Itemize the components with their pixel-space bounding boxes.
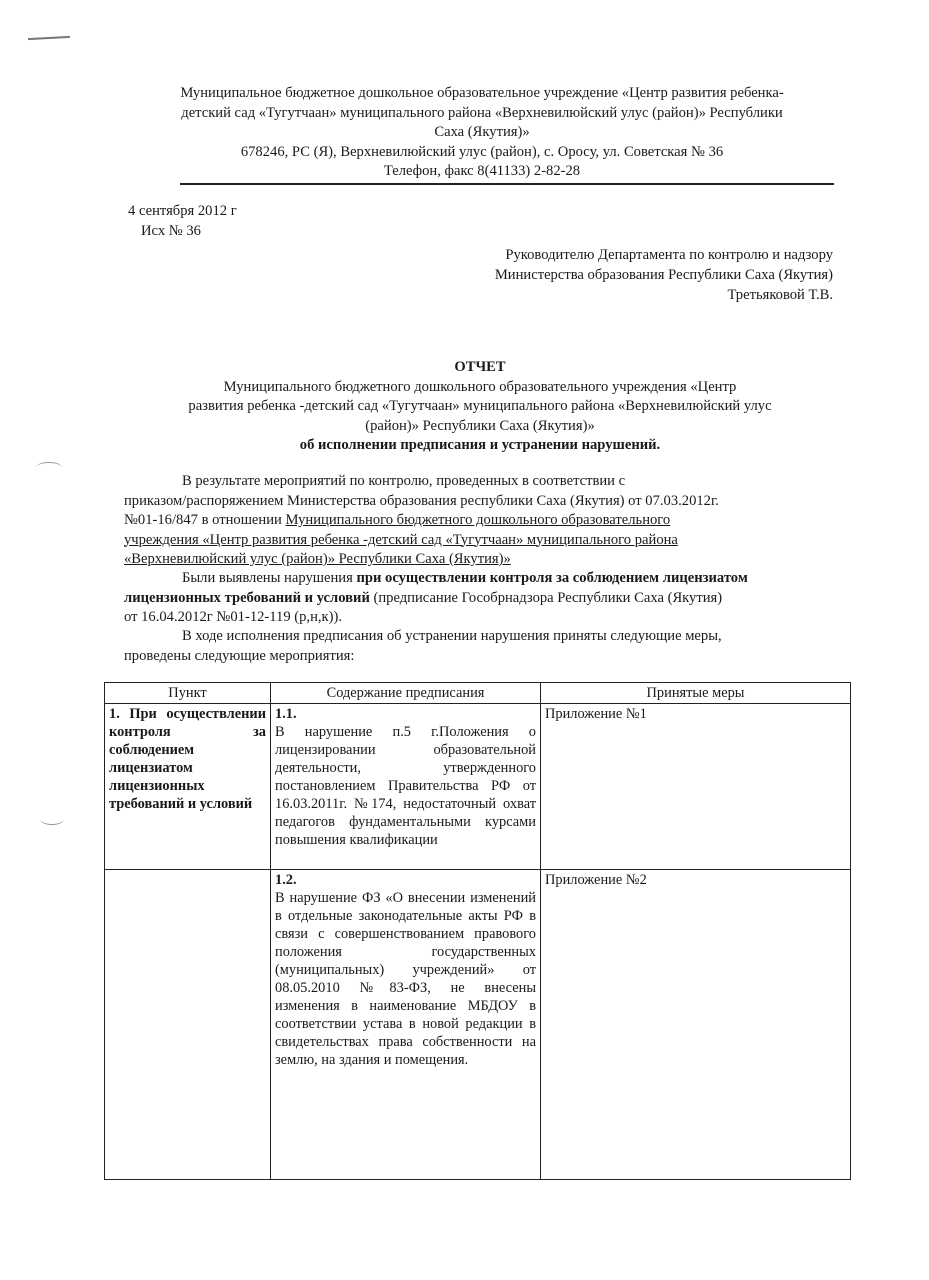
addressee-line: Министерства образования Республики Саха (Якутия) — [494, 267, 833, 283]
point-cell — [105, 870, 271, 1180]
paragraph-1 — [124, 472, 829, 570]
paragraph-line — [124, 569, 829, 589]
addressee-block — [495, 245, 833, 305]
letter-date: 4 сентября 2012 г — [128, 203, 237, 219]
scan-mark-top — [28, 36, 70, 40]
header-divider — [180, 183, 834, 185]
hole-punch-mark-2 — [40, 814, 64, 825]
paragraph-text: (предписание Гособрнадзора Республики Саха (Якутия) — [369, 589, 723, 606]
paragraph-line: от 16.04.2012г №01-12-119 (р,н,к)). — [124, 609, 342, 625]
column-header: Содержание предписания — [271, 683, 541, 704]
report-subtitle: Муниципального бюджетного дошкольного образовательного учреждения «Центр — [223, 378, 737, 395]
paragraph-3 — [124, 627, 829, 666]
paragraph-line: В результате мероприятий по контролю, проведенных в соответствии с — [182, 473, 626, 489]
paragraph-text: Были выявлены нарушения — [182, 570, 357, 586]
paragraph-text: №01-16/847 в отношении — [124, 512, 286, 528]
letterhead-line: детский сад «Тугутчаан» муниципального района «Верхневилюйский улус (район)» Республики — [181, 104, 783, 121]
bold-text: при осуществлении контроля за соблюдением лицензиатом — [356, 570, 748, 586]
measure-cell: Приложение №1 — [541, 704, 851, 870]
bold-text: лицензионных требований и условий — [124, 589, 370, 606]
point-cell: 1. При осуществлении контроля за соблюдением лицензиатом лицензионных требований и условий — [105, 704, 271, 870]
item-number: 1.2. — [275, 872, 297, 888]
letterhead-address: 678246, РС (Я), Верхневилюйский улус (район), с. Оросу, ул. Советская № 36 — [240, 143, 724, 160]
paragraph-line — [124, 531, 829, 551]
paragraph-line — [124, 511, 829, 531]
table-row — [105, 704, 851, 870]
outgoing-number: Исх № 36 — [141, 222, 201, 239]
letterhead-phone: Телефон, факс 8(41133) 2-82-28 — [383, 163, 581, 179]
letterhead-line: Муниципальное бюджетное дошкольное образовательное учреждение «Центр развития ребенка- — [180, 85, 784, 101]
date-block — [128, 202, 237, 241]
addressee-name: Третьяковой Т.В. — [727, 287, 833, 303]
item-number: 1.1. — [275, 706, 297, 722]
table-header-row — [105, 683, 851, 704]
report-subject: об исполнении предписания и устранении нарушений. — [299, 437, 661, 453]
column-header: Принятые меры — [541, 683, 851, 704]
paragraph-line: приказом/распоряжением Министерства образования республики Саха (Якутия) от 07.03.2012г. — [124, 492, 719, 509]
report-subtitle: развития ребенка -детский сад «Тугутчаан» муниципального района «Верхневилюйский улус — [188, 398, 772, 414]
paragraph-line: проведены следующие мероприятия: — [124, 647, 355, 664]
content-cell — [271, 704, 541, 870]
letterhead-line: Саха (Якутия)» — [434, 124, 530, 140]
underlined-text: «Верхневилюйский улус (район)» Республики Саха (Якутия)» — [124, 551, 511, 567]
paragraph-line — [124, 550, 829, 570]
report-title: ОТЧЕТ — [454, 359, 506, 375]
column-header: Пункт — [105, 683, 271, 704]
report-subtitle: (район)» Республики Саха (Якутия)» — [365, 417, 595, 434]
item-text: В нарушение п.5 г.Положения о лицензировании образовательной деятельности, утвержденного постановлением Правительства РФ от 16.03.2011г. №174, недостаточный охват педагогов фундаментальными курсами повышения квалификации — [275, 724, 536, 848]
underlined-text: учреждения «Центр развития ребенка -детский сад «Тугутчаан» муниципального района — [124, 531, 678, 548]
report-title-block — [120, 358, 840, 456]
paragraph-line — [124, 589, 829, 609]
item-text: В нарушение ФЗ «О внесении изменений в отдельные законодательные акты РФ в связи с совершенствованием правового положения государственных (муниципальных) учреждений» от 08.05.2010 №83-ФЗ, не внесены изменения в наименование МБДОУ в соответствии устава в новой редакции в свидетельствах права собственности на землю, на здания и помещения. — [275, 890, 536, 1068]
paragraph-line: В ходе исполнения предписания об устранении нарушения приняты следующие меры, — [182, 628, 722, 644]
hole-punch-mark-1 — [36, 462, 62, 473]
underlined-text: Муниципального бюджетного дошкольного образовательного — [285, 512, 671, 528]
content-cell — [271, 870, 541, 1180]
table-row — [105, 870, 851, 1180]
addressee-line: Руководителю Департамента по контролю и надзору — [505, 247, 833, 263]
paragraph-2 — [124, 569, 829, 628]
measures-table — [104, 682, 851, 1180]
measure-cell: Приложение №2 — [541, 870, 851, 1180]
letterhead — [130, 84, 834, 182]
